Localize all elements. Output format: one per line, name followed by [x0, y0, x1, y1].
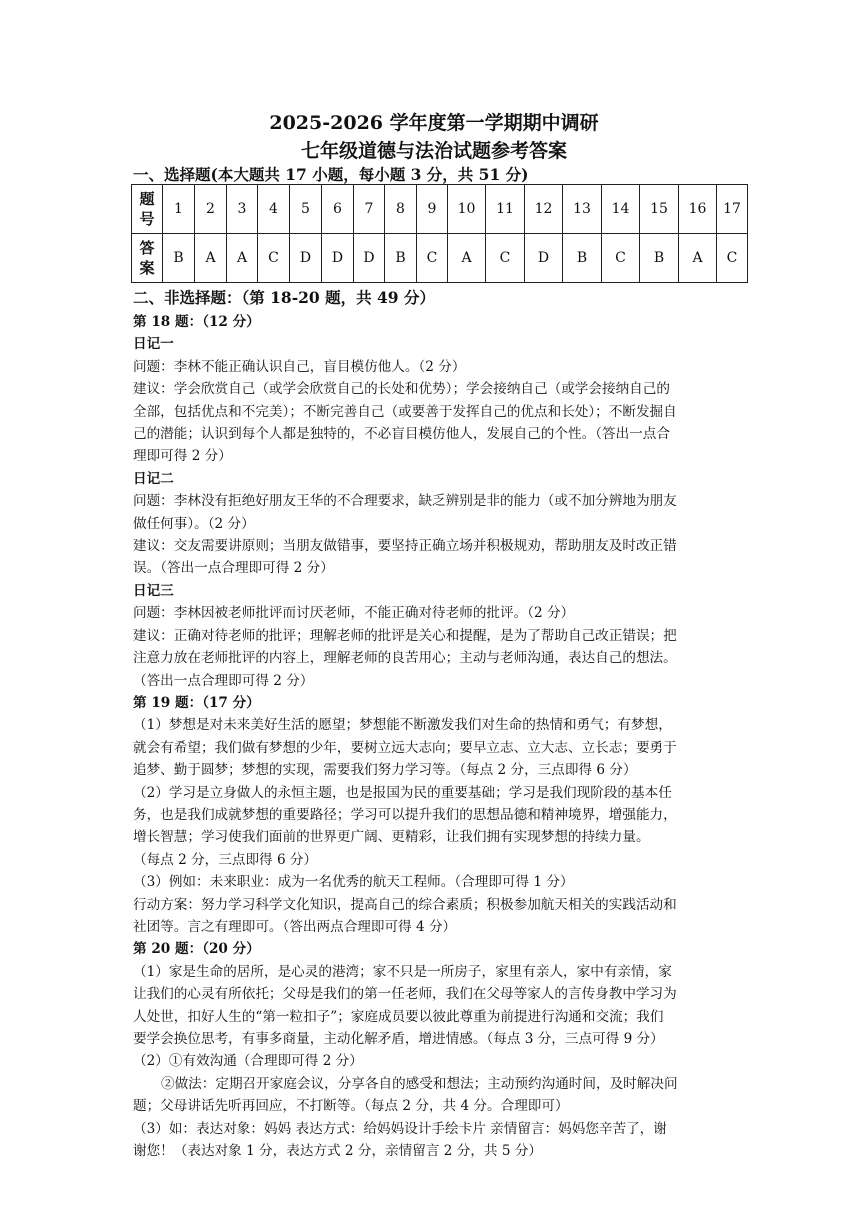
question-number-cell: 12	[525, 185, 563, 234]
text-line: （1）家是生命的居所，是心灵的港湾；家不只是一所房子，家里有亲人，家中有亲情，家	[133, 963, 672, 980]
text-line: （1）梦想是对未来美好生活的愿望；梦想能不断激发我们对生命的热情和勇气；有梦想，	[133, 717, 672, 734]
text-line: 误。（答出一点合理即可得 2 分）	[133, 560, 334, 577]
question-number-cell: 7	[354, 185, 385, 234]
text-line: （3）例如：未来职业：成为一名优秀的航天工程师。（合理即可得 1 分）	[133, 874, 574, 891]
question-number-label: 题号	[139, 190, 155, 228]
question-number-cell: 13	[563, 185, 602, 234]
question-number-cell: 15	[640, 185, 679, 234]
page-title-line1: 2025-2026 学年度第一学期期中调研	[269, 112, 599, 134]
text-line: 让我们的心灵有所依托；父母是我们的第一任老师，我们在父母等家人的言传身教中学习为	[133, 986, 677, 1003]
text-line: ②做法：定期召开家庭会议，分享各自的感受和想法；主动预约沟通时间，及时解决问	[161, 1075, 678, 1092]
section1-heading: 一、选择题(本大题共 17 小题，每小题 3 分，共 51 分)	[133, 165, 529, 184]
text-line: （2）学习是立身做人的永恒主题，也是报国为民的重要基础；学习是我们现阶段的基本任	[133, 784, 672, 801]
question-number-cell: 14	[602, 185, 640, 234]
text-line: 要学会换位思考，有事多商量，主动化解矛盾，增进情感。（每点 3 分，三点可得 9 分）	[133, 1031, 664, 1047]
q18-diary1-title: 日记一	[133, 336, 174, 353]
answer-row	[132, 234, 748, 283]
q18-diary3-title: 日记三	[133, 582, 174, 599]
text-line: 题；父母讲话先听再回应，不打断等。（每点 2 分，共 4 分。合理即可）	[133, 1098, 569, 1115]
question-number-cell: 2	[195, 185, 227, 234]
answer-cell: D	[354, 234, 385, 283]
text-line: 务，也是我们成就梦想的重要路径；学习可以提升我们的思想品德和精神境界，增强能力，	[133, 806, 677, 823]
q20-label: 第 20 题：（20 分）	[133, 941, 260, 958]
q18-label: 第 18 题：（12 分）	[133, 314, 260, 330]
page-title-line2: 七年级道德与法治试题参考答案	[300, 140, 567, 162]
q18-diary1-text	[133, 356, 745, 468]
text-line: （每点 2 分，三点即得 6 分）	[133, 851, 318, 868]
q18-diary2-title: 日记二	[133, 470, 174, 487]
answer-cell: C	[717, 234, 748, 283]
q20-text-part3	[133, 1095, 745, 1162]
question-number-row	[132, 185, 748, 234]
answer-cell: D	[290, 234, 322, 283]
text-line: 增长智慧；学习使我们面前的世界更广阔、更精彩，让我们拥有实现梦想的持续力量。	[133, 829, 650, 846]
question-number-cell: 4	[258, 185, 290, 234]
q18-diary2-text	[133, 490, 745, 580]
text-line: 谢您！（表达对象 1 分，表达方式 2 分，亲情留言 2 分，共 5 分）	[133, 1143, 543, 1160]
answer-label: 答案	[139, 239, 155, 277]
question-number-cell: 10	[448, 185, 486, 234]
question-number-header	[132, 185, 163, 234]
q19-label: 第 19 题：（17 分）	[133, 694, 260, 711]
text-line: 社团等。言之有理即可。（答出两点合理即可得 4 分）	[133, 918, 457, 935]
answer-cell: A	[227, 234, 258, 283]
text-line: 建议：正确对待老师的批评；理解老师的批评是关心和提醒，是为了帮助自己改正错误；把	[133, 627, 677, 644]
question-number-cell: 5	[290, 185, 322, 234]
section2-body	[133, 311, 745, 1162]
text-line: 理即可得 2 分）	[133, 448, 232, 465]
text-line: 做任何事）。（2 分）	[133, 515, 255, 532]
q18-diary3-text	[133, 602, 745, 692]
question-number-cell: 17	[717, 185, 748, 234]
question-number-cell: 8	[385, 185, 417, 234]
answer-cell: A	[195, 234, 227, 283]
answer-cell: C	[486, 234, 525, 283]
answer-cell: B	[163, 234, 195, 283]
text-line: 追梦、勤于圆梦；梦想的实现，需要我们努力学习等。（每点 2 分，三点即得 6 分）	[133, 762, 637, 779]
text-line: 问题：李林没有拒绝好朋友王华的不合理要求，缺乏辨别是非的能力（或不加分辨地为朋友	[133, 493, 677, 510]
question-number-cell: 16	[679, 185, 717, 234]
answer-cell: D	[525, 234, 563, 283]
q20-text-part1	[133, 961, 745, 1073]
text-line: 注意力放在老师批评的内容上，理解老师的良苦用心；主动与老师沟通，表达自己的想法。	[133, 650, 677, 667]
text-line: （3）如：表达对象：妈妈 表达方式：给妈妈设计手绘卡片 亲情留言：妈妈您辛苦了，谢	[133, 1120, 667, 1137]
question-number-cell: 6	[322, 185, 354, 234]
section2-heading: 二、非选择题：（第 18-20 题，共 49 分）	[133, 288, 435, 307]
q20-text-part2	[133, 1073, 745, 1095]
text-line: （2）①有效沟通（合理即可得 2 分）	[133, 1053, 363, 1070]
q19-text	[133, 714, 745, 938]
answer-cell: A	[448, 234, 486, 283]
text-line: 问题：李林不能正确认识自己，盲目模仿他人。（2 分）	[133, 358, 466, 375]
question-number-cell: 1	[163, 185, 195, 234]
answer-cell: B	[563, 234, 602, 283]
answer-cell: C	[258, 234, 290, 283]
answer-cell: C	[417, 234, 448, 283]
answer-cell: C	[602, 234, 640, 283]
text-line: 建议：学会欣赏自己（或学会欣赏自己的长处和优势）；学会接纳自己（或学会接纳自己的	[133, 381, 670, 398]
answer-cell: D	[322, 234, 354, 283]
text-line: 己的潜能；认识到每个人都是独特的，不必盲目模仿他人，发展自己的个性。（答出一点合	[133, 426, 670, 443]
answer-header	[132, 234, 163, 283]
text-line: 就会有希望；我们做有梦想的少年，要树立远大志向；要早立志、立大志、立长志；要勇于	[133, 739, 677, 756]
text-line: 人处世，扣好人生的“第一粒扣子”；家庭成员要以彼此尊重为前提进行沟通和交流；我们	[133, 1008, 664, 1025]
text-line: 全部，包括优点和不完美）；不断完善自己（或要善于发挥自己的优点和长处）；不断发掘自	[133, 403, 677, 420]
answer-table	[131, 184, 748, 283]
text-line: 问题：李林因被老师批评而讨厌老师，不能正确对待老师的批评。（2 分）	[133, 605, 575, 622]
text-line: （答出一点合理即可得 2 分）	[133, 672, 314, 689]
answer-cell: A	[679, 234, 717, 283]
answer-cell: B	[640, 234, 679, 283]
question-number-cell: 9	[417, 185, 448, 234]
text-line: 行动方案：努力学习科学文化知识，提高自己的综合素质；积极参加航天相关的实践活动和	[133, 896, 677, 913]
text-line: 建议：交友需要讲原则；当朋友做错事，要坚持正确立场并积极规劝，帮助朋友及时改正错	[133, 538, 677, 555]
question-number-cell: 3	[227, 185, 258, 234]
answer-cell: B	[385, 234, 417, 283]
question-number-cell: 11	[486, 185, 525, 234]
